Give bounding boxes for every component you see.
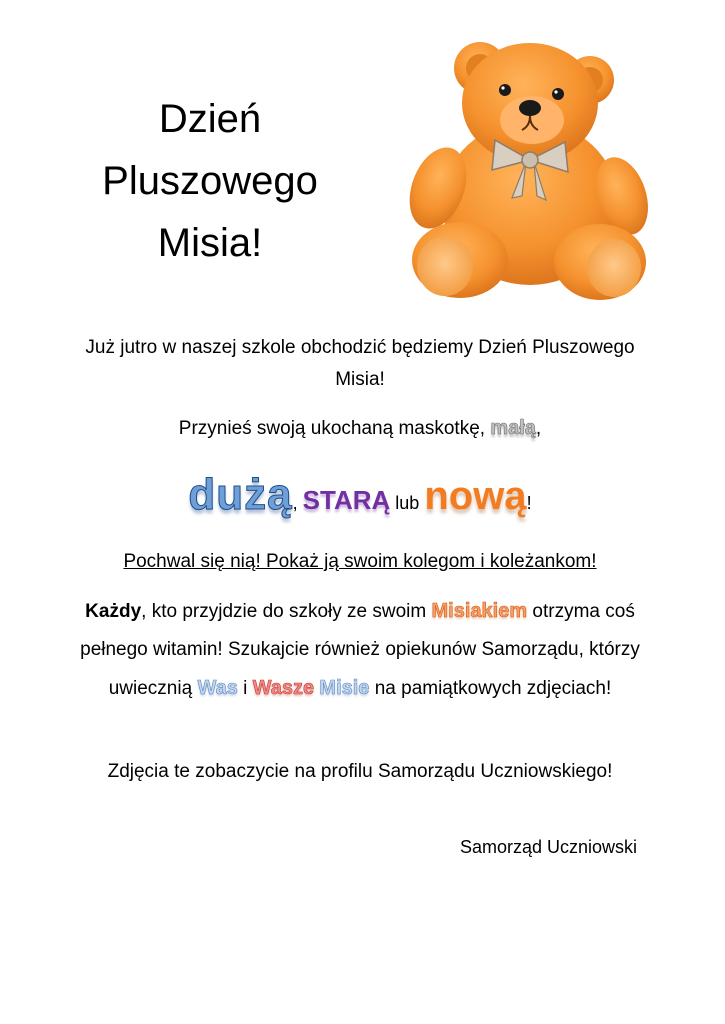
wordart-wasze: Wasze [252, 677, 315, 699]
rewards-text-3: na pamiątkowych zdjęciach! [369, 678, 612, 699]
paragraph-rewards [60, 592, 660, 708]
wordart-stara: STARĄ [302, 485, 391, 515]
sizes-lub: lub [390, 493, 425, 513]
rewards-text-2: otrzyma coś pełnego witamin! Szukajcie również opiekunów Samorządu, którzy uwiecznią [80, 601, 640, 699]
wordart-mala: małą [490, 417, 536, 439]
sizes-separator: , [292, 493, 303, 513]
paragraph-sizes [60, 470, 660, 529]
rewards-and: i [237, 678, 253, 699]
bring-mascot-comma: , [535, 418, 542, 439]
title-line-1: Dzień [158, 97, 262, 141]
title-line-2: Pluszowego [102, 159, 318, 203]
wordart-misiakiem: Misiakiem [431, 600, 528, 622]
paragraph-intro: Już jutro w naszej szkole obchodzić będziemy Dzień Pluszowego Misia! [85, 337, 635, 390]
title-line-3: Misia! [157, 221, 263, 265]
signature: Samorząd Uczniowski [459, 837, 637, 857]
paragraph-show-off: Pochwal się nią! Pokaż ją swoim kolegom i koleżankom! [123, 551, 597, 572]
wordart-was: Was [197, 677, 238, 699]
word-kazdy: Każdy [85, 601, 142, 622]
sizes-exclamation: ! [526, 493, 532, 513]
wordart-nowa: nową [424, 474, 527, 518]
rewards-text-1: , kto przyjdzie do szkoły ze swoim [141, 601, 432, 622]
teddy-bear-image [400, 28, 650, 303]
wordart-misie: Misie [319, 677, 370, 699]
paragraph-bring-mascot [60, 412, 660, 445]
bring-mascot-text: Przynieś swoją ukochaną maskotkę, [178, 418, 491, 439]
paragraph-photos: Zdjęcia te zobaczycie na profilu Samorządu Uczniowskiego! [107, 761, 613, 782]
page-title [60, 88, 360, 274]
wordart-duza: dużą [188, 470, 293, 519]
